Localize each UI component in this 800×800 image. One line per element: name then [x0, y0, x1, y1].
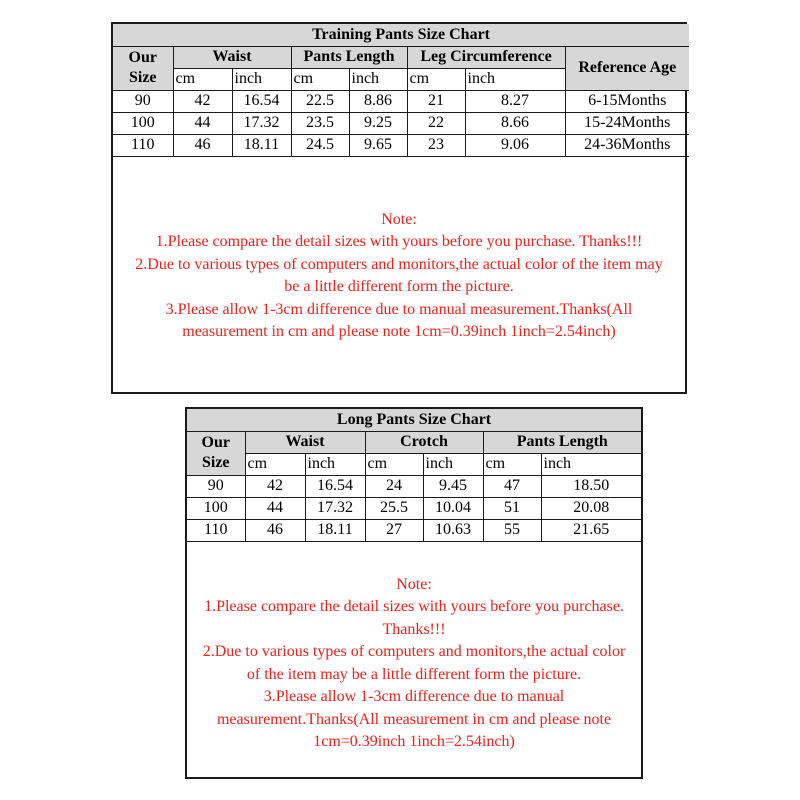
size-cell: 100 — [113, 112, 173, 134]
length-cm-cell: 22.5 — [291, 90, 349, 112]
length-cm-cell: 24.5 — [291, 134, 349, 156]
length-cm-cell: 55 — [483, 519, 541, 541]
our-size-header-line2: Size — [201, 454, 230, 471]
waist-cm-cell: 42 — [173, 90, 232, 112]
leg-cm-cell: 21 — [407, 90, 465, 112]
training-note — [113, 209, 685, 344]
waist-cm-cell: 42 — [245, 475, 305, 497]
unit-cm: cm — [173, 68, 232, 90]
waist-cm-cell: 46 — [173, 134, 232, 156]
leg-circumference-header: Leg Circumference — [407, 46, 565, 68]
long-note — [187, 574, 641, 754]
length-inch-cell: 8.86 — [349, 90, 407, 112]
waist-inch-cell: 16.54 — [232, 90, 291, 112]
waist-cm-cell: 44 — [245, 497, 305, 519]
size-cell: 110 — [187, 519, 245, 541]
note-line-1a: 1.Please compare the detail sizes with yours before you purchase. — [204, 598, 624, 615]
table-title: Long Pants Size Chart — [187, 409, 641, 431]
unit-inch: inch — [465, 68, 565, 90]
unit-inch: inch — [349, 68, 407, 90]
table-row — [113, 112, 689, 134]
crotch-inch-cell: 10.04 — [423, 497, 483, 519]
length-cm-cell: 23.5 — [291, 112, 349, 134]
long-size-table — [187, 409, 641, 542]
unit-cm: cm — [407, 68, 465, 90]
table-title: Training Pants Size Chart — [113, 24, 689, 46]
note-line-1: 1.Please compare the detail sizes with yours before you purchase. Thanks!!! — [155, 233, 643, 250]
unit-cm: cm — [483, 453, 541, 475]
crotch-cm-cell: 25.5 — [365, 497, 423, 519]
unit-inch: inch — [541, 453, 641, 475]
waist-inch-cell: 17.32 — [232, 112, 291, 134]
size-cell: 90 — [113, 90, 173, 112]
waist-cm-cell: 46 — [245, 519, 305, 541]
waist-header: Waist — [245, 431, 365, 453]
table-row — [113, 134, 689, 156]
crotch-cm-cell: 27 — [365, 519, 423, 541]
our-size-header — [187, 431, 245, 475]
waist-inch-cell: 18.11 — [305, 519, 365, 541]
age-cell: 6-15Months — [565, 90, 689, 112]
note-line-3: 3.Please allow 1-3cm difference due to manual measurement.Thanks(All measurement in cm and please note 1cm=0.39inch 1inch=2.54inch) — [165, 300, 633, 340]
unit-cm: cm — [365, 453, 423, 475]
table-row — [187, 497, 641, 519]
training-size-table — [113, 24, 689, 157]
length-inch-cell: 9.65 — [349, 134, 407, 156]
leg-cm-cell: 22 — [407, 112, 465, 134]
reference-age-header: Reference Age — [565, 46, 689, 90]
waist-inch-cell: 16.54 — [305, 475, 365, 497]
length-inch-cell: 9.25 — [349, 112, 407, 134]
waist-inch-cell: 17.32 — [305, 497, 365, 519]
unit-inch: inch — [305, 453, 365, 475]
table-row — [187, 519, 641, 541]
leg-cm-cell: 23 — [407, 134, 465, 156]
length-cm-cell: 47 — [483, 475, 541, 497]
note-heading: Note: — [396, 575, 432, 593]
age-cell: 15-24Months — [565, 112, 689, 134]
note-line-2a: 2.Due to various types of computers and monitors,the actual color — [202, 643, 626, 660]
note-line-3a: 3.Please allow 1-3cm difference due to manual — [263, 688, 565, 705]
waist-cm-cell: 44 — [173, 112, 232, 134]
leg-inch-cell: 8.66 — [465, 112, 565, 134]
note-line-3c: 1cm=0.39inch 1inch=2.54inch) — [313, 733, 515, 750]
unit-inch: inch — [423, 453, 483, 475]
crotch-header: Crotch — [365, 431, 483, 453]
size-cell: 90 — [187, 475, 245, 497]
size-cell: 100 — [187, 497, 245, 519]
note-heading: Note: — [381, 210, 417, 228]
our-size-header — [113, 46, 173, 90]
waist-header: Waist — [173, 46, 291, 68]
long-pants-size-chart — [185, 407, 643, 779]
pants-length-header: Pants Length — [291, 46, 407, 68]
waist-inch-cell: 18.11 — [232, 134, 291, 156]
training-pants-size-chart — [111, 22, 687, 394]
note-line-2: 2.Due to various types of computers and monitors,the actual color of the item may be a little different form the picture. — [135, 255, 663, 295]
pants-length-header: Pants Length — [483, 431, 641, 453]
our-size-header-line1: Our — [128, 49, 157, 66]
note-line-2b: of the item may be a little different form the picture. — [246, 665, 582, 683]
table-row — [113, 90, 689, 112]
crotch-inch-cell: 9.45 — [423, 475, 483, 497]
crotch-cm-cell: 24 — [365, 475, 423, 497]
crotch-inch-cell: 10.63 — [423, 519, 483, 541]
length-cm-cell: 51 — [483, 497, 541, 519]
unit-cm: cm — [291, 68, 349, 90]
our-size-header-line1: Our — [201, 434, 230, 451]
length-inch-cell: 18.50 — [541, 475, 641, 497]
leg-inch-cell: 9.06 — [465, 134, 565, 156]
length-inch-cell: 20.08 — [541, 497, 641, 519]
unit-cm: cm — [245, 453, 305, 475]
length-inch-cell: 21.65 — [541, 519, 641, 541]
unit-inch: inch — [232, 68, 291, 90]
our-size-header-line2: Size — [128, 69, 157, 86]
note-line-3b: measurement.Thanks(All measurement in cm and please note — [216, 710, 612, 728]
note-line-1b: Thanks!!! — [382, 620, 446, 638]
age-cell: 24-36Months — [565, 134, 689, 156]
size-cell: 110 — [113, 134, 173, 156]
table-row — [187, 475, 641, 497]
leg-inch-cell: 8.27 — [465, 90, 565, 112]
